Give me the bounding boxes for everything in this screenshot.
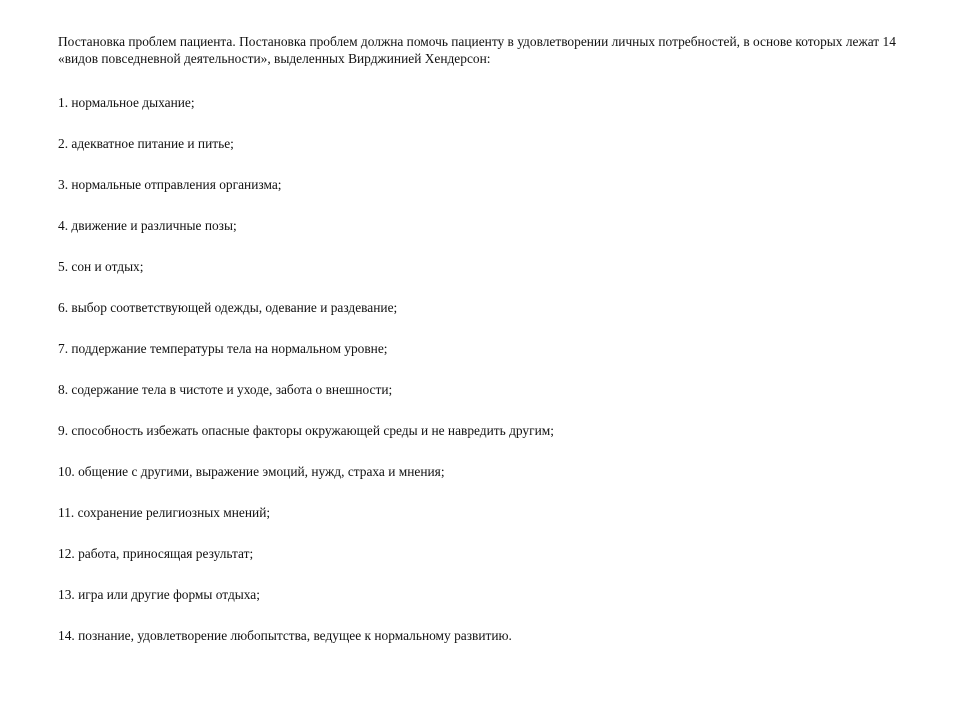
list-item: 13. игра или другие формы отдыха; bbox=[58, 587, 260, 602]
document-body bbox=[58, 33, 908, 644]
list-item: 1. нормальное дыхание; bbox=[58, 95, 195, 110]
list-item: 3. нормальные отправления организма; bbox=[58, 177, 282, 192]
list-item: 14. познание, удовлетворение любопытства, ведущее к нормальному развитию. bbox=[58, 628, 512, 643]
list-item: 2. адекватное питание и питье; bbox=[58, 136, 234, 151]
list-item: 4. движение и различные позы; bbox=[58, 218, 237, 233]
needs-list bbox=[58, 94, 908, 644]
list-item: 7. поддержание температуры тела на нормальном уровне; bbox=[58, 341, 388, 356]
list-item: 12. работа, приносящая результат; bbox=[58, 546, 254, 561]
list-item: 10. общение с другими, выражение эмоций, нужд, страха и мнения; bbox=[58, 464, 445, 479]
list-item: 6. выбор соответствующей одежды, одевание и раздевание; bbox=[58, 300, 398, 315]
list-item: 11. сохранение религиозных мнений; bbox=[58, 505, 271, 520]
list-item: 9. способность избежать опасные факторы окружающей среды и не навредить другим; bbox=[58, 423, 554, 438]
intro-paragraph: Постановка проблем пациента. Постановка проблем должна помочь пациенту в удовлетворении личных потребностей, в основе которых лежат 14 «видов повседневной деятельности», выделенных Вирджинией Хендерсон: bbox=[58, 34, 896, 66]
list-item: 5. сон и отдых; bbox=[58, 259, 144, 274]
list-item: 8. содержание тела в чистоте и уходе, забота о внешности; bbox=[58, 382, 393, 397]
